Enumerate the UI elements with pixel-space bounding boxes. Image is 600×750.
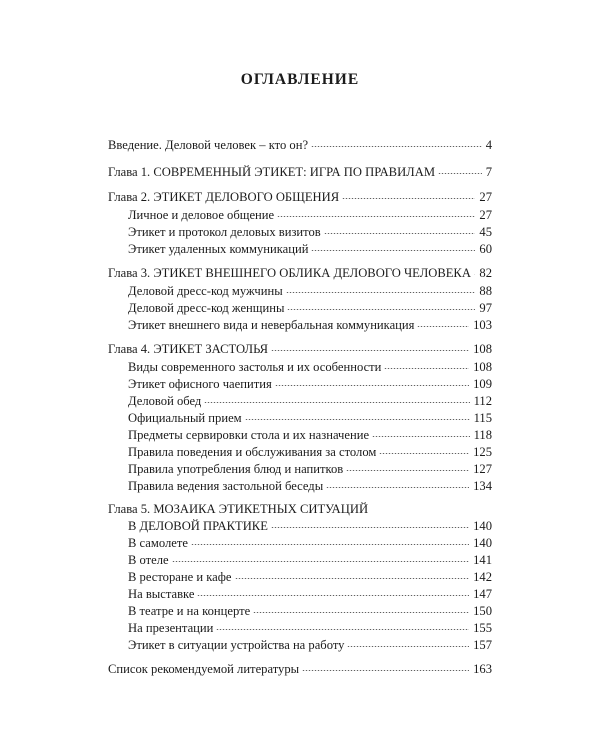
toc-entry-intro xyxy=(108,137,492,153)
dot-leader xyxy=(438,173,482,174)
toc-entry-text: В самолете xyxy=(128,536,188,550)
toc-subentry xyxy=(128,224,492,240)
toc-page-number: 140 xyxy=(473,519,492,533)
toc-entry-text: Этикет внешнего вида и невербальная коммуникация xyxy=(128,318,415,332)
dot-leader xyxy=(347,646,469,647)
toc-subentry xyxy=(128,359,492,375)
dot-leader xyxy=(271,527,469,528)
toc-entry-text: Список рекомендуемой литературы xyxy=(108,662,300,676)
dot-leader xyxy=(286,292,476,293)
toc-page-number: 60 xyxy=(479,242,492,256)
toc-entry-text: Деловой дресс-код мужчины xyxy=(128,284,283,298)
toc-subentry xyxy=(128,620,492,636)
dot-leader xyxy=(474,274,475,275)
toc-page-number: 155 xyxy=(473,621,492,635)
dot-leader xyxy=(372,436,470,437)
toc-entry-text: Официальный прием xyxy=(128,411,242,425)
dot-leader xyxy=(277,216,475,217)
toc-entry-text: Этикет в ситуации устройства на работу xyxy=(128,638,345,652)
toc-subentry xyxy=(128,300,492,316)
dot-leader xyxy=(253,612,469,613)
toc-page-number: 150 xyxy=(473,604,492,618)
dot-leader xyxy=(346,470,469,471)
toc-entry-text: Глава 2. ЭТИКЕТ ДЕЛОВОГО ОБЩЕНИЯ xyxy=(108,190,340,204)
toc-page-number: 134 xyxy=(473,479,492,493)
toc-entry-text: Правила поведения и обслуживания за столом xyxy=(128,445,377,459)
toc-entry-text: Предметы сервировки стола и их назначение xyxy=(128,428,370,442)
dot-leader xyxy=(245,419,470,420)
toc-entry-text: Этикет и протокол деловых визитов xyxy=(128,225,321,239)
toc-entry-text: Правила употребления блюд и напитков xyxy=(128,462,344,476)
toc-entry-text: В театре и на концерте xyxy=(128,604,251,618)
toc-entry-text: В отеле xyxy=(128,553,169,567)
toc-subentry xyxy=(128,569,492,585)
toc-subentry xyxy=(128,376,492,392)
toc-entry-text: На презентации xyxy=(128,621,214,635)
dot-leader xyxy=(324,233,476,234)
toc-entry-text: Деловой дресс-код женщины xyxy=(128,301,285,315)
toc-subentry xyxy=(128,317,492,333)
dot-leader xyxy=(287,309,475,310)
dot-leader xyxy=(172,561,469,562)
toc-subentry xyxy=(128,586,492,602)
toc-entry-chapter-2 xyxy=(108,189,492,205)
toc-page-number: 88 xyxy=(479,284,492,298)
toc-subentry xyxy=(128,637,492,653)
toc-page-number: 157 xyxy=(473,638,492,652)
toc-page-number: 112 xyxy=(473,394,492,408)
dot-leader xyxy=(302,670,469,671)
toc-entry-text: Глава 1. СОВРЕМЕННЫЙ ЭТИКЕТ: ИГРА ПО ПРАВИЛАМ xyxy=(108,165,436,179)
toc-subentry xyxy=(128,461,492,477)
toc-entry-text: Введение. Деловой человек – кто он? xyxy=(108,138,309,152)
dot-leader xyxy=(204,402,469,403)
toc-subentry xyxy=(128,410,492,426)
dot-leader xyxy=(417,326,469,327)
toc-page-number: 125 xyxy=(473,445,492,459)
dot-leader xyxy=(197,595,469,596)
toc-entry-text: В ресторане и кафе xyxy=(128,570,232,584)
toc-subentry xyxy=(128,478,492,494)
dot-leader xyxy=(216,629,469,630)
toc-entry-text: В ДЕЛОВОЙ ПРАКТИКЕ xyxy=(128,519,268,533)
toc-subentry xyxy=(128,444,492,460)
toc-page-number: 127 xyxy=(473,462,492,476)
toc-page-number: 4 xyxy=(485,138,492,152)
toc-subentry xyxy=(128,427,492,443)
dot-leader xyxy=(311,146,482,147)
toc-page-number: 97 xyxy=(479,301,492,315)
toc-page-number: 163 xyxy=(473,662,492,676)
toc-entry-text: Деловой обед xyxy=(128,394,202,408)
toc-page-number: 82 xyxy=(479,266,492,280)
toc-page-number: 27 xyxy=(479,208,492,222)
toc-entry-text: Этикет удаленных коммуникаций xyxy=(128,242,309,256)
toc-page-number: 103 xyxy=(473,318,492,332)
toc-page-number: 27 xyxy=(479,190,492,204)
dot-leader xyxy=(342,198,475,199)
toc-entry-text: На выставке xyxy=(128,587,195,601)
toc-entry-text: Глава 4. ЭТИКЕТ ЗАСТОЛЬЯ xyxy=(108,342,269,356)
toc-entry-text: Глава 3. ЭТИКЕТ ВНЕШНЕГО ОБЛИКА ДЕЛОВОГО ЧЕЛОВЕКА xyxy=(108,266,471,280)
toc-entry-text: Виды современного застолья и их особенности xyxy=(128,360,382,374)
toc-subentry xyxy=(128,283,492,299)
toc-subentry xyxy=(128,552,492,568)
toc-entry-chapter-1 xyxy=(108,164,492,180)
dot-leader xyxy=(384,368,469,369)
toc-page-number: 118 xyxy=(473,428,492,442)
toc-page-number: 7 xyxy=(485,165,492,179)
toc-entry-chapter-5 xyxy=(108,501,492,517)
dot-leader xyxy=(271,350,469,351)
toc-page-number: 147 xyxy=(473,587,492,601)
toc-subentry xyxy=(128,603,492,619)
toc-subentry xyxy=(128,207,492,223)
dot-leader xyxy=(311,250,475,251)
toc-entry-chapter-5-cont xyxy=(128,518,492,534)
toc-page-number: 108 xyxy=(473,342,492,356)
dot-leader xyxy=(275,385,469,386)
toc-subentry xyxy=(128,393,492,409)
toc-subentry xyxy=(128,535,492,551)
toc-page-number: 141 xyxy=(473,553,492,567)
toc-subentry xyxy=(128,241,492,257)
toc-entry-text: Этикет офисного чаепития xyxy=(128,377,272,391)
toc-entry-text: Личное и деловое общение xyxy=(128,208,275,222)
page-title: ОГЛАВЛЕНИЕ xyxy=(240,71,360,88)
dot-leader xyxy=(379,453,469,454)
toc-entry-chapter-4 xyxy=(108,341,492,357)
toc-page-number: 109 xyxy=(473,377,492,391)
toc-page-number: 108 xyxy=(473,360,492,374)
toc-page-number: 115 xyxy=(473,411,492,425)
toc-entry-bibliography xyxy=(108,661,492,677)
dot-leader xyxy=(326,487,469,488)
dot-leader xyxy=(191,544,469,545)
dot-leader xyxy=(235,578,470,579)
toc-entry-chapter-3 xyxy=(108,265,492,281)
toc-entry-text: Правила ведения застольной беседы xyxy=(128,479,324,493)
toc-entry-text: Глава 5. МОЗАИКА ЭТИКЕТНЫХ СИТУАЦИЙ xyxy=(108,502,369,516)
toc-page-number: 45 xyxy=(479,225,492,239)
toc-page-number: 142 xyxy=(473,570,492,584)
toc-page-number: 140 xyxy=(473,536,492,550)
